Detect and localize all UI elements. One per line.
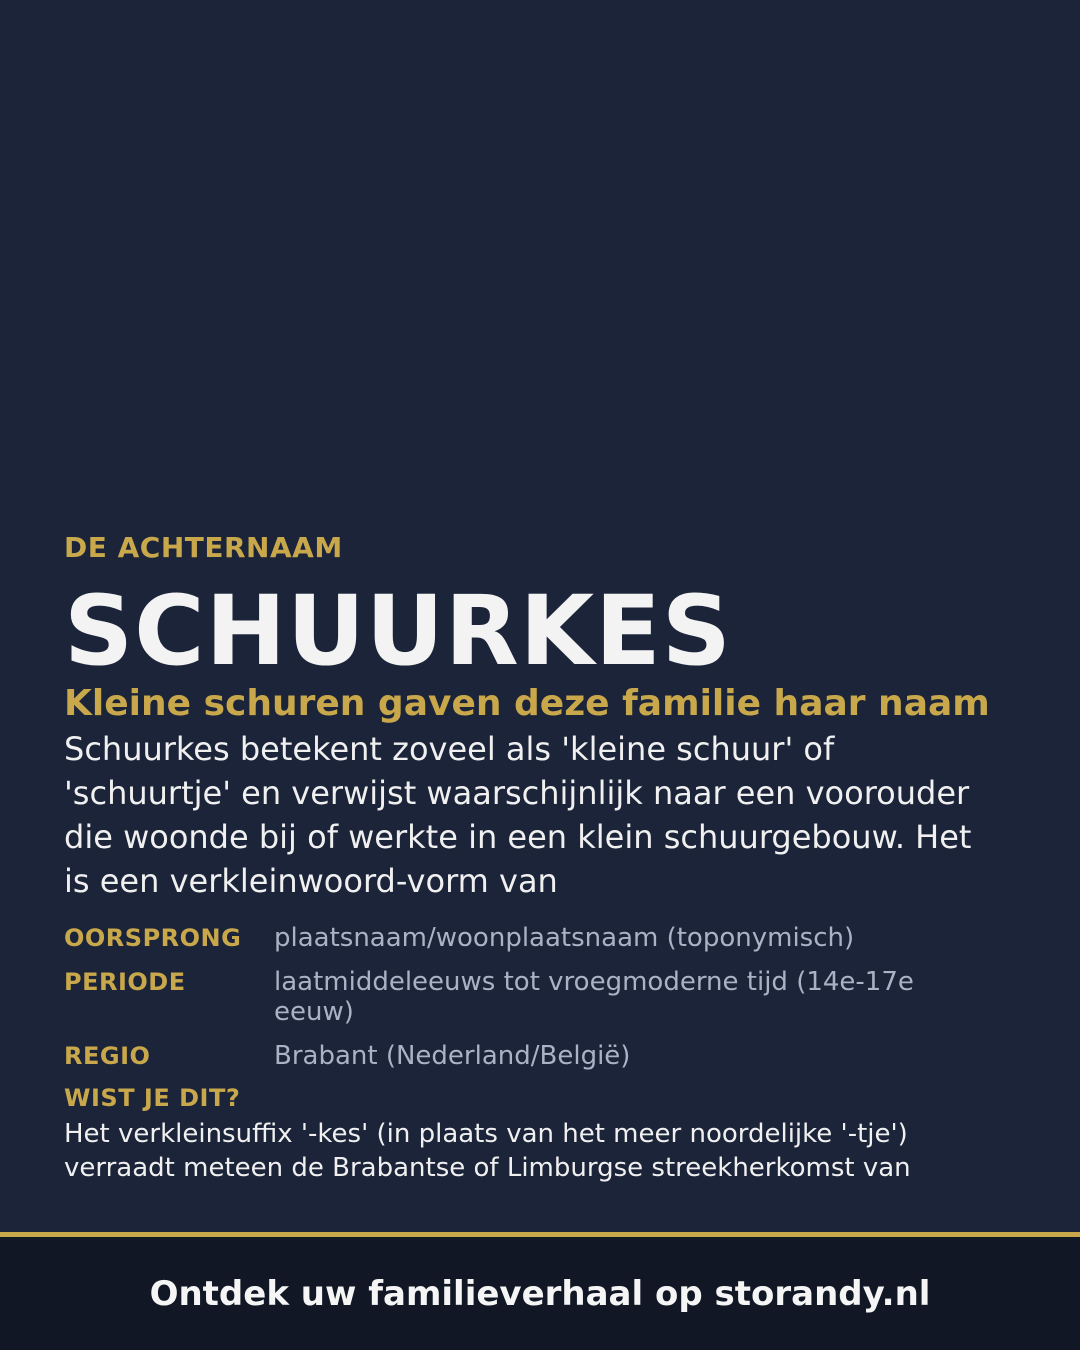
fact-region xyxy=(64,1041,1004,1071)
surname-title: SCHUURKES xyxy=(64,575,732,687)
fact-label: OORSPRONG xyxy=(64,924,242,952)
intro-text: Schuurkes betekent zoveel als 'kleine schuur' of 'schuurtje' en verwijst waarschijnlijk naar een voorouder die woonde bij of werkte in een klein schuurgebouw. Het is een verkleinwoord-vorm van xyxy=(64,730,972,900)
fact-origin xyxy=(64,923,1004,953)
surname-card xyxy=(64,531,1004,1185)
did-you-know-text: Het verkleinsuffix '-kes' (in plaats van het meer noordelijke '-tje') verraadt meteen de Brabantse of Limburgse streekherkomst van xyxy=(64,1119,911,1183)
fact-label: PERIODE xyxy=(64,968,186,996)
fact-value: Brabant (Nederland/België) xyxy=(274,1041,631,1071)
facts-list xyxy=(64,923,1004,1071)
fact-value: laatmiddeleeuws tot vroegmoderne tijd (14e-17e eeuw) xyxy=(274,967,914,1027)
subtitle: Kleine schuren gaven deze familie haar naam xyxy=(64,683,990,724)
fact-period xyxy=(64,967,1004,1027)
fact-value: plaatsnaam/woonplaatsnaam (toponymisch) xyxy=(274,923,855,953)
footer-cta: Ontdek uw familieverhaal op storandy.nl xyxy=(149,1273,931,1314)
fact-label: REGIO xyxy=(64,1042,151,1070)
footer-bar xyxy=(0,1232,1080,1350)
kicker-label: DE ACHTERNAAM xyxy=(64,531,343,564)
did-you-know-label: WIST JE DIT? xyxy=(64,1084,241,1112)
